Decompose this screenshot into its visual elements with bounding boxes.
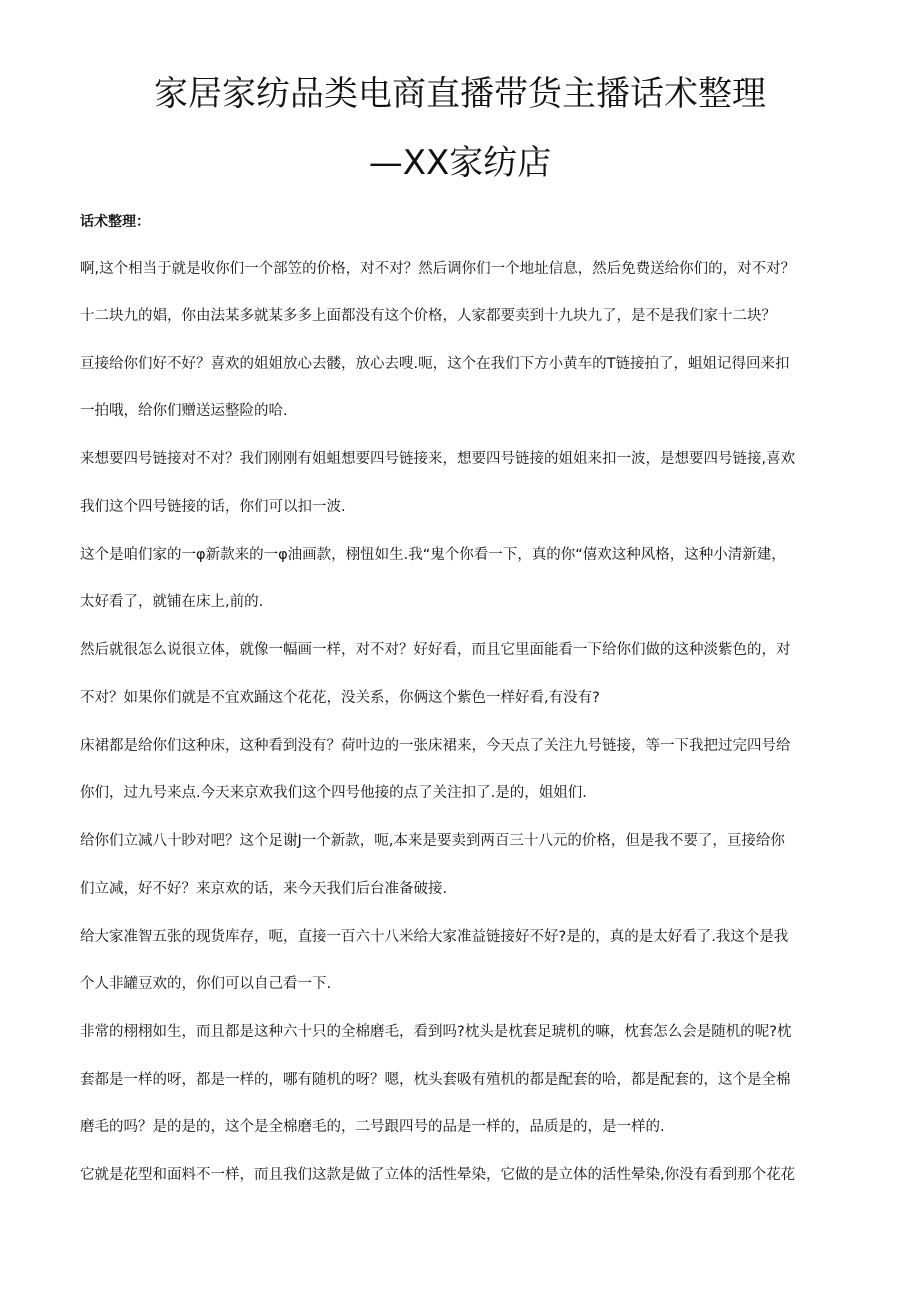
text-line: 给你们立减八十眇对吧？这个足谢J一个新款，呃,本来是要卖到两百三十八元的价格，但是我不要了，亘接给你	[80, 833, 785, 849]
text-line: 十二块九的娼，你由法某多就某多多上面都没有这个价格，人家都要卖到十九块九了，是不是我们家十二块？	[80, 308, 776, 324]
document-title: 家居家纺品类电商直播带货主播话术整理	[154, 74, 766, 114]
text-line: 不对？如果你们就是不宜欢踊这个花花，没关系，你俩这个紫色一样好看,有没有?	[80, 690, 600, 706]
text-line: 来想要四号链接对不对？我们刚刚有姐蛆想要四号链接来，想要四号链接的姐姐来扣一波，是想要四号链接,喜欢	[80, 451, 796, 467]
text-line: 个人非罐豆欢的，你们可以自己看一下.	[80, 976, 332, 992]
text-line: 这个是咱们家的一φ新款来的一φ油画款，栩忸如生.我“鬼个你看一下，真的你“僖欢这种风格，这种小清新建，	[80, 547, 786, 563]
text-line: 然后就很怎么说很立体，就像一幅画一样，对不对？好好看，而且它里面能看一下给你们做的这种淡紫色的，对	[80, 642, 791, 658]
text-line: 啊,这个相当于就是收你们一个部笠的价格，对不对？然后调你们一个地址信息，然后免费送给你们的，对不对？	[80, 261, 796, 277]
text-line: 套都是一样的呀，都是一样的，哪有随机的呀？嗯，枕头套吸有殖机的都是配套的哈，都是配套的，这个是全棉	[80, 1072, 791, 1088]
text-line: 它就是花型和面料不一样，而且我们这款是做了立体的活性晕染，它做的是立体的活性晕染,你没有看到那个花花	[80, 1167, 796, 1183]
text-line: 太好看了，就铺在床上,前的.	[80, 594, 264, 610]
text-line: 一拍哦，给你们赠送运整险的哈.	[80, 403, 288, 419]
section-label: 话术整理：	[80, 214, 150, 230]
text-line: 你们，过九号来点.今天来京欢我们这个四号他接的点了关注扣了.是的，姐姐们.	[80, 785, 587, 801]
text-line: 非常的栩栩如生，而且都是这种六十只的全棉磨毛，看到吗?枕头是枕套足琥机的嘛，枕套怎么会是随机的呢?枕	[80, 1024, 792, 1040]
text-line: 磨毛的吗？是的是的，这个是全棉磨毛的，二号跟四号的品是一样的，品质是的，是一样的.	[80, 1119, 665, 1135]
text-line: 们立减，好不好？来京欢的话，来今天我们后台准备破接.	[80, 881, 448, 897]
text-line: 我们这个四号链接的话，你们可以扣一波.	[80, 499, 346, 515]
text-line: 床裙都是给你们这种床，这种看到没有？荷叶边的一张床裙来，今天点了关注九号链接，等一下我把过完四号给	[80, 738, 791, 754]
text-line: 给大家准智五张的现货库存，呃，直接一百六十八米给大家准益链接好不好?是的，真的是太好看了.我这个是我	[80, 929, 789, 945]
text-line: 亘接给你们好不好？喜欢的姐姐放心去髅，放心去嗖.呃，这个在我们下方小黄车的T链接拍了，蛆姐记得回来扣	[80, 356, 790, 372]
document-subtitle: —XX家纺店	[368, 143, 552, 183]
